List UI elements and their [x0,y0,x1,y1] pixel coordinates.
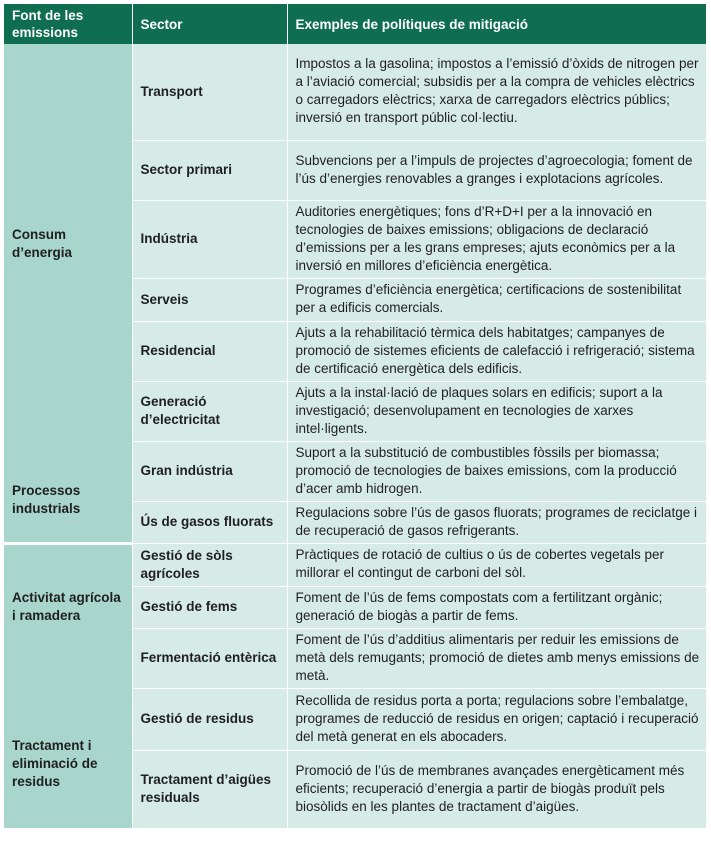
source-label-industrial-processes: Processos industrials [12,483,81,516]
policy-cell: Suport a la substitució de combustibles fòssils per biomassa; promoció de tecnologies de baixes emissions, com la producció d’acer amb hidrogen. [287,441,706,501]
policy-cell: Promoció de l’ús de membranes avançades energèticament més eficients; recuperació d’energia a partir de biogàs produït pels biosòlids en les plantes de tractament d’aigües. [287,750,706,828]
policy-cell: Foment de l’ús de fems compostats com a fertilitzant orgànic; generació de biogàs a partir de fems. [287,586,706,628]
sector-cell: Gestió de sòls agrícoles [132,543,287,586]
source-cell-agriculture-waste [4,543,132,828]
header-emission-source: Font de les emissions [4,4,132,44]
header-policies: Exemples de polítiques de mitigació [287,4,706,44]
header-row [4,4,706,44]
policy-cell: Auditories energètiques; fons d’R+D+I per a la innovació en tecnologies de baixes emissions; obligacions de declaració d’emissions per a les grans empreses; ajuts econòmics per a la inversió en millores d’eficiència energètica. [287,200,706,278]
table-row [4,44,706,140]
sector-cell: Fermentació entèrica [132,628,287,688]
policy-cell: Programes d’eficiència energètica; certificacions de sostenibilitat per a edificis comercials. [287,278,706,321]
sector-cell: Residencial [132,321,287,381]
header-sector: Sector [132,4,287,44]
source-label-agriculture: Activitat agrícola i ramadera [12,589,121,623]
policy-cell: Foment de l’ús d’additius alimentaris per reduir les emissions de metà dels remugants; promoció de dietes amb menys emissions de metà. [287,628,706,688]
source-label-energy: Consum d’energia [12,227,73,260]
sector-cell: Gestió de residus [132,688,287,750]
source-cell-energy-industry [4,44,132,543]
sector-cell: Gran indústria [132,441,287,501]
policy-cell: Pràctiques de rotació de cultius o ús de cobertes vegetals per millorar el contingut de carboni del sòl. [287,543,706,586]
sector-cell: Transport [132,44,287,140]
mitigation-policies-table [4,4,707,829]
policy-cell: Regulacions sobre l’ús de gasos fluorats; programes de reciclatge i de recuperació de gasos refrigerants. [287,501,706,543]
policy-cell: Impostos a la gasolina; impostos a l’emissió d’òxids de nitrogen per a l’aviació comercial; subsidis per a la compra de vehicles elèctrics o carregadors elèctrics; xarxa de carregadors elèctrics públics; inversió en transport públic col·lectiu. [287,44,706,140]
sector-cell: Sector primari [132,140,287,200]
sector-cell: Indústria [132,200,287,278]
sector-cell: Generació d’electricitat [132,381,287,441]
source-label-waste: Tractament i eliminació de residus [12,737,98,789]
policy-cell: Ajuts a la instal·lació de plaques solars en edificis; suport a la investigació; desenvolupament en tecnologies de xarxes intel·ligents. [287,381,706,441]
sector-cell: Serveis [132,278,287,321]
sector-cell: Gestió de fems [132,586,287,628]
policy-cell: Ajuts a la rehabilitació tèrmica dels habitatges; campanyes de promoció de sistemes eficients de calefacció i refrigeració; sistema de certificació energètica dels edificis. [287,321,706,381]
table-row [4,543,706,586]
policy-cell: Subvencions per a l’impuls de projectes d’agroecologia; foment de l’ús d’energies renovables a granges i explotacions agrícoles. [287,140,706,200]
policy-cell: Recollida de residus porta a porta; regulacions sobre l’embalatge, programes de reducció de residus en origen; captació i recuperació del metà generat en els abocaders. [287,688,706,750]
sector-cell: Ús de gasos fluorats [132,501,287,543]
sector-cell: Tractament d’aigües residuals [132,750,287,828]
